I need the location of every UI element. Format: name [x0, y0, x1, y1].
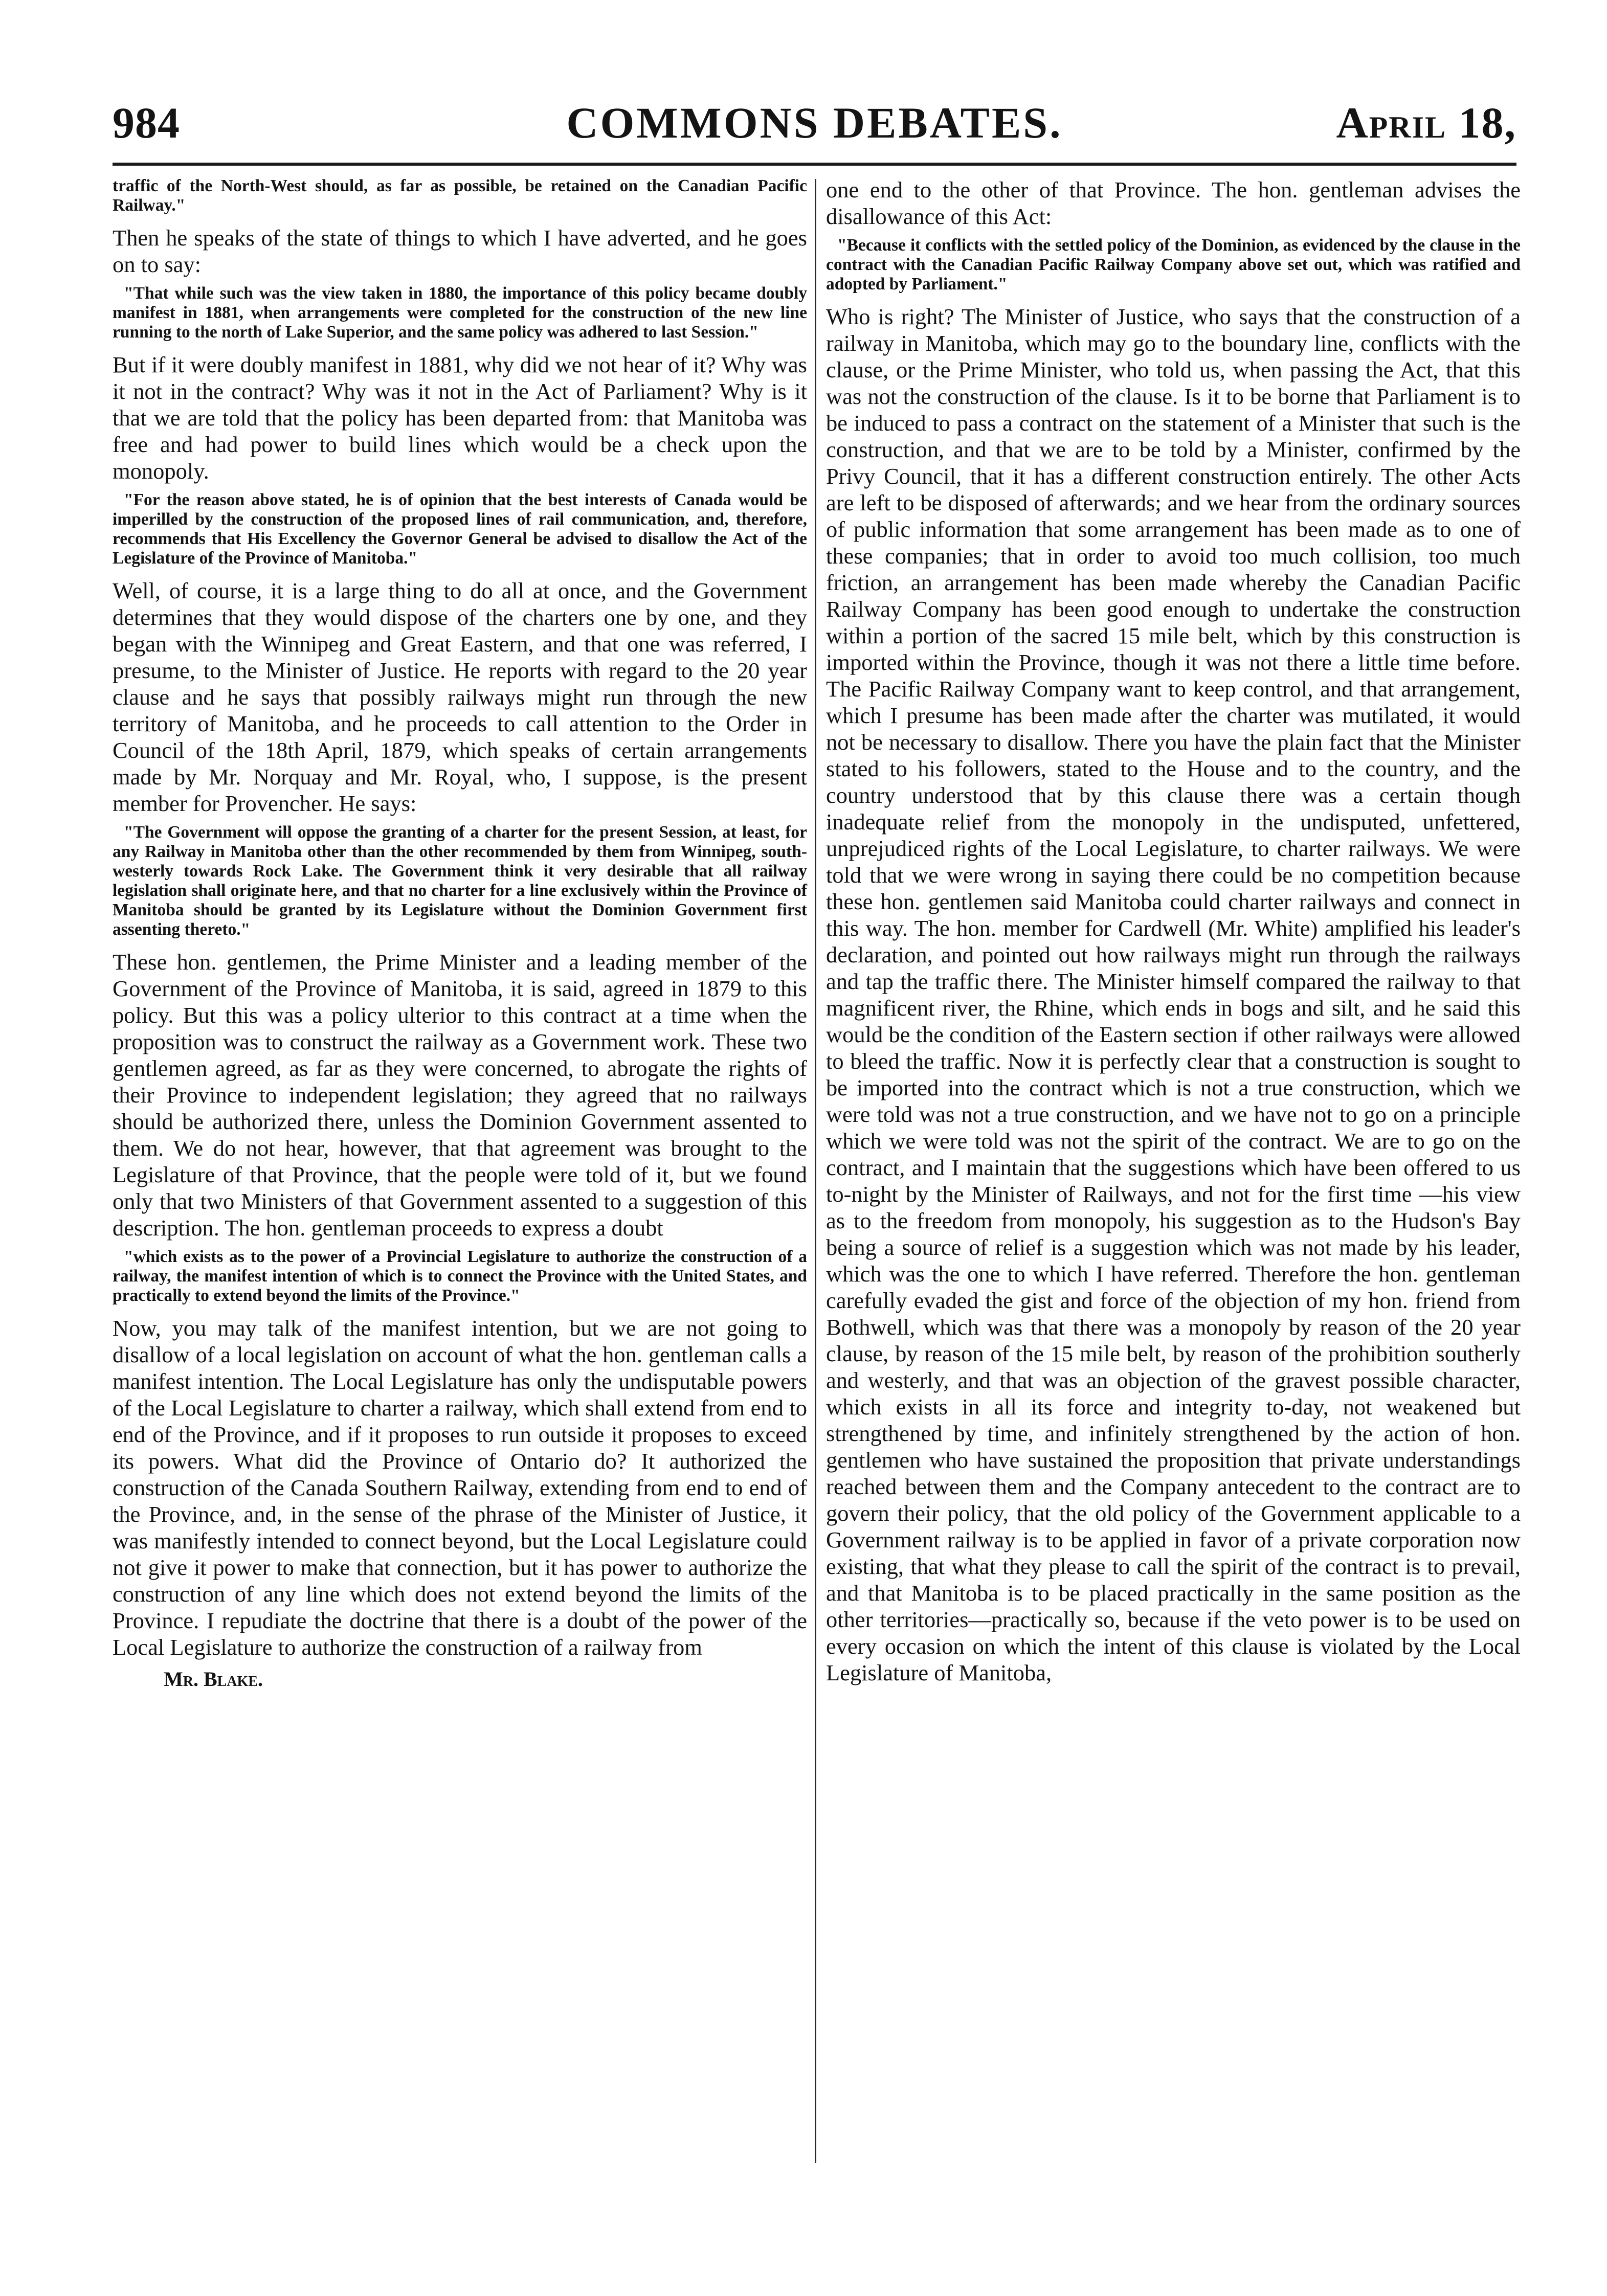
running-title: COMMONS DEBATES.	[566, 98, 1063, 147]
left-column	[113, 176, 807, 1691]
body-paragraph: Who is right? The Minister of Justice, who says that the construction of a railway in Manitoba, which may go to the boundary line, conflicts with the clause, or the Prime Minister, who told us, when passing the Act, that this was not the construction of the clause. Is it to be borne that Parliament is to be induced to pass a contract on the statement of a Minister that such is the construction, and that we are to be told by a Minister, confirmed by the Privy Council, that it has a different construction entirely. The other Acts are left to be disposed of afterwards; and we hear from the ordinary sources of public information that some arrangement has been made as to one of these companies; that in order to avoid too much collision, too much friction, an arrangement has been made whereby the Canadian Pacific Railway Company has been good enough to undertake the construction within a portion of the sacred 15 mile belt, which by this construction is imported within the Province, though it was not there a little time before. The Pacific Railway Company want to keep control, and that arrangement, which I presume has been made after the charter was mutilated, it would not be necessary to disallow. There you have the plain fact that the Minister stated to his followers, stated to the House and to the country, and the country understood that by this clause there was a certain though inadequate relief from the monopoly in the undisputed, unfettered, unprejudiced rights of the Local Legislature, to charter railways. We were told that we were wrong in saying there could be no competition because these hon. gentlemen said Manitoba could charter railways and connect in this way. The hon. member for Cardwell (Mr. White) amplified his leader's declaration, and pointed out how railways might run through the railways and tap the traffic there. The Minister himself compared the railway to that magnificent river, the Rhine, which ends in bogs and silt, and he said this would be the condition of the Eastern section if other railways were allowed to bleed the traffic. Now it is perfectly clear that a construction is sought to be imported into the contract which is not a true construction, which we were told was not a true construction, and we have not to go on a principle which we were told was not the spirit of the contract. We are to go on the contract, and I maintain that the suggestions which have been offered to us to-night by the Minister of Railways, and not for the first time —his view as to the freedom from monopoly, his suggestion as to the Hudson's Bay being a source of relief is a suggestion which was not made by his leader, which was the one to which I have referred. Therefore the hon. gentleman carefully evaded the gist and force of the objection of my hon. friend from Bothwell, which was that there was a monopoly by reason of the 20 year clause, by reason of the 15 mile belt, by reason of the prohibition southerly and westerly, and that was an objection of the gravest possible character, which exists in all its force and integrity to-day, not weakened but strengthened by time, and infinitely strengthened by the action of hon. gentlemen who have sustained the proposition that private understandings reached between them and the Company antecedent to the contract are to govern their policy, that the old policy of the Government applicable to a Government railway is to be applied in favor of a private corporation now existing, that what they please to call the spirit of the contract is to prevail, and that Manitoba is to be placed practically in the same position as the other territories—practically so, because if the veto power is to be used on every occasion on which the intent of this clause is violated by the Local Legislature of Manitoba,	[826, 304, 1521, 1685]
right-column	[826, 176, 1521, 1689]
quote-paragraph: "For the reason above stated, he is of opinion that the best interests of Canada would be imperilled by the construction of the proposed lines of rail communication, and, therefore, recommends that His Excellency the Governor General be advised to disallow the Act of the Legislature of the Province of Manitoba."	[113, 490, 807, 568]
speaker-footer: Mr. Blake.	[164, 1668, 263, 1691]
quote-paragraph: "The Government will oppose the granting of a charter for the present Session, at least, for any Railway in Manitoba other than the other recommended by them from Winnipeg, south-westerly towards Rock Lake. The Government think it very desirable that all railway legislation shall originate here, and that no charter for a line exclusively within the Province of Manitoba should be granted by its Legislature without the Dominion Government first assenting thereto."	[113, 823, 807, 939]
page-header	[113, 97, 1516, 164]
body-paragraph: These hon. gentlemen, the Prime Minister and a leading member of the Government of the Province of Manitoba, it is said, agreed in 1879 to this policy. But this was a policy ulterior to this contract at a time when the proposition was to construct the railway as a Government work. These two gentlemen agreed, as far as they were concerned, to abrogate the rights of their Province to independent legislation; they agreed that no railways should be authorized there, unless the Dominion Government assented to them. We do not hear, however, that that agreement was brought to the Legislature of that Province, that the people were told of it, but we found only that two Ministers of that Government assented to a suggestion of this description. The hon. gentleman proceeds to express a doubt	[113, 949, 807, 1241]
column-divider	[815, 179, 816, 2163]
quote-paragraph: traffic of the North-West should, as far as possible, be retained on the Canadian Pacific Railway."	[113, 176, 807, 215]
body-paragraph: But if it were doubly manifest in 1881, why did we not hear of it? Why was it not in the contract? Why was it not in the Act of Parliament? Why is it that we are told that the policy has been departed from: that Manitoba was free and had power to build lines which would be a check upon the monopoly.	[113, 352, 807, 484]
header-rule	[113, 163, 1516, 166]
body-paragraph: one end to the other of that Province. The hon. gentleman advises the disallowance of this Act:	[826, 177, 1521, 229]
quote-paragraph: "Because it conflicts with the settled policy of the Dominion, as evidenced by the clause in the contract with the Canadian Pacific Railway Company above set out, which was ratified and adopted by Parliament."	[826, 236, 1521, 294]
quote-paragraph: "which exists as to the power of a Provincial Legislature to authorize the construction of a railway, the manifest intention of which is to connect the Province with the United States, and practically to extend beyond the limits of the Province."	[113, 1247, 807, 1305]
quote-paragraph: "That while such was the view taken in 1880, the importance of this policy became doubly manifest in 1881, when arrangements were completed for the construction of the new line running to the north of Lake Superior, and the same policy was adhered to last Session."	[113, 284, 807, 342]
body-paragraph: Now, you may talk of the manifest intention, but we are not going to disallow of a local legislation on account of what the hon. gentleman calls a manifest intention. The Local Legislature has only the undisputable powers of the Local Legislature to charter a railway, which shall extend from end to end of the Province, and if it proposes to run outside it proposes to exceed its powers. What did the Province of Ontario do? It authorized the construction of the Canada Southern Railway, extending from end to end of the Province, and, in the sense of the phrase of the Minister of Justice, it was manifestly intended to connect beyond, but the Local Legislature could not give it power to make that connection, but it has power to authorize the construction of any line which does not extend beyond the limits of the Province. I repudiate the doctrine that there is a doubt of the power of the Local Legislature to authorize the construction of a railway from	[113, 1315, 807, 1660]
body-paragraph: Then he speaks of the state of things to which I have adverted, and he goes on to say:	[113, 225, 807, 277]
page-number: 984	[113, 98, 180, 147]
date-label: April 18,	[1336, 98, 1516, 147]
body-paragraph: Well, of course, it is a large thing to do all at once, and the Government determines that they would dispose of the charters one by one, and they began with the Winnipeg and Great Eastern, and that one was referred, I presume, to the Minister of Justice. He reports with regard to the 20 year clause and he says that possibly railways might run through the new territory of Manitoba, and he proceeds to call attention to the Order in Council of the 18th April, 1879, which speaks of certain arrangements made by Mr. Norquay and Mr. Royal, who, I suppose, is the present member for Provencher. He says:	[113, 578, 807, 816]
